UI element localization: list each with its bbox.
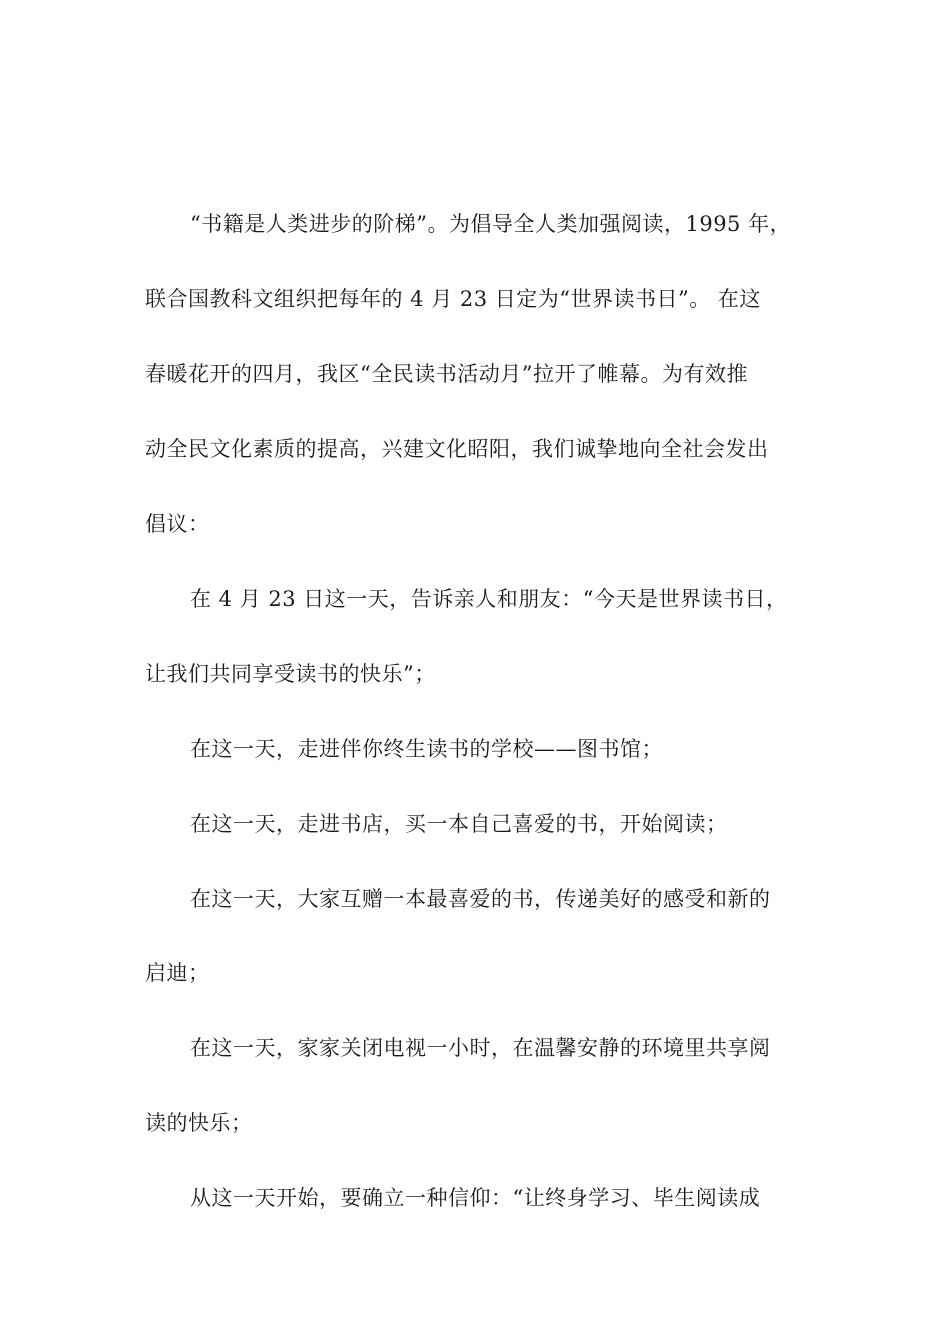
- paragraph-6-line-1: 在这一天，家家关闭电视一小时，在温馨安静的环境里共享阅: [190, 1036, 771, 1060]
- paragraph-1-line-5: 倡议：: [145, 512, 210, 536]
- paragraph-1-line-3: 春暖花开的四月，我区“全民读书活动月”拉开了帷幕。为有效推: [145, 362, 748, 386]
- paragraph-1-line-2: 联合国教科文组织把每年的 4 月 23 日定为“世界读书日”。 在这: [145, 287, 761, 311]
- paragraph-6-line-2: 读的快乐；: [145, 1111, 253, 1135]
- paragraph-5-line-1: 在这一天，大家互赠一本最喜爱的书，传递美好的感受和新的: [190, 887, 771, 911]
- paragraph-5-line-2: 启迪；: [145, 961, 210, 985]
- paragraph-7-line-1: 从这一天开始，要确立一种信仰：“让终身学习、毕生阅读成: [190, 1186, 761, 1210]
- paragraph-2-line-2: 让我们共同享受读书的快乐”；: [145, 662, 436, 686]
- paragraph-1-line-1: “书籍是人类进步的阶梯”。为倡导全人类加强阅读，1995 年，: [190, 212, 792, 236]
- paragraph-2-line-1: 在 4 月 23 日这一天，告诉亲人和朋友：“今天是世界读书日，: [190, 587, 788, 611]
- paragraph-4-line-1: 在这一天，走进书店，买一本自己喜爱的书，开始阅读；: [190, 812, 728, 836]
- paragraph-3-line-1: 在这一天，走进伴你终生读书的学校——图书馆；: [190, 737, 663, 761]
- paragraph-1-line-4: 动全民文化素质的提高，兴建文化昭阳，我们诚挚地向全社会发出: [145, 437, 769, 461]
